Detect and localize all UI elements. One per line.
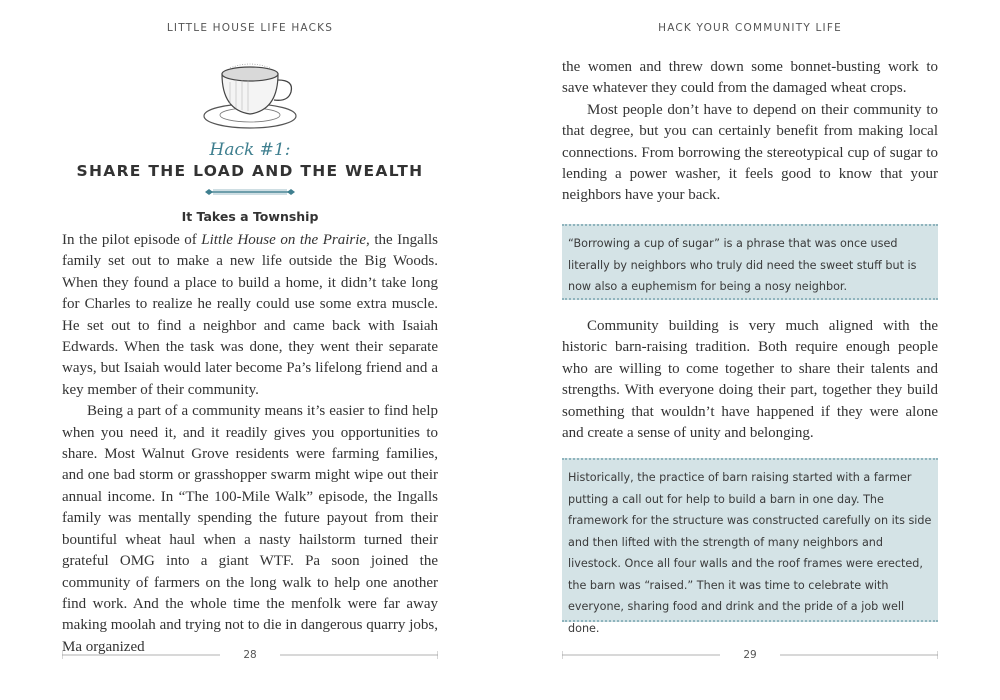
running-head-right: HACK YOUR COMMUNITY LIFE [658, 22, 842, 34]
running-head-left: LITTLE HOUSE LIFE HACKS [166, 22, 334, 34]
page-number-right: 29 [743, 649, 757, 661]
paragraph: Most people don’t have to depend on their community to that degree, but you can certainly benefit from making local connections. From borrowing the stereotypical cup of sugar to lending a power washer, it feels good to know that your neighbors have your back. [562, 101, 938, 204]
section-subhead: It Takes a Township [181, 209, 319, 224]
hack-number: Hack #1: [209, 140, 291, 160]
text-run: , the Ingalls family set out to make a new life outside the Big Woods. When they found a place to build a home, it didn’t take long for Charles to realize he really could use some extra muscle. He set out to find a neighbor and came back with Isaiah Edwards. When the task was done, they went their separate ways, but Isaiah would later become Pa’s lifelong friend and a key member of their community. [62, 232, 439, 398]
sidebar-box: Historically, the practice of barn raising started with a farmer putting a call out for help to build a barn in one day. The framework for the structure was constructed carefully on its side and then lifted with the strength of many neighbors and livestock. Once all four walls and the roof frames were erected, the barn was “raised.” Then it was time to celebrate with everyone, sharing food and drink and the pride of a job well done. [562, 458, 938, 622]
hack-title: SHARE THE LOAD AND THE WEALTH [76, 162, 424, 180]
decorative-rule-icon [205, 188, 295, 196]
show-title: Little House on the Prairie [201, 232, 367, 248]
right-body-text-top [562, 57, 938, 207]
paragraph: Being a part of a community means it’s easier to find help when you need it, and it readily gives you opportunities to share. Most Walnut Grove residents were farming families, and one bad storm or grasshopper swarm might wipe out their annual income. In “The 100-Mile Walk” episode, the Ingalls family was mentally spending the future payout from their bountiful wheat haul when a nasty hailstorm turned their grateful OMG into a giant WTF. Pa soon joined the community of farmers on the long walk to help one another find work. And the whole time the menfolk were far away making moolah and trying not to die in dangerous quarry jobs, Ma organized [62, 403, 438, 655]
paragraph [62, 230, 438, 401]
teacup-saucer-icon [200, 58, 300, 132]
page-number-left: 28 [243, 649, 257, 661]
left-body-text [62, 230, 438, 658]
paragraph: Community building is very much aligned with the historic barn-raising tradition. Both require enough people who are willing to come together to share their talents and strengths. With everyone doing their part, together they build something that wouldn’t have happened if they were alone and create a sense of unity and belonging. [562, 318, 938, 442]
right-body-text-mid [562, 316, 938, 444]
sidebar-box: “Borrowing a cup of sugar” is a phrase that was once used literally by neighbors who truly did need the sweet stuff but is now also a euphemism for being a nosy neighbor. [562, 224, 938, 300]
text-run: In the pilot episode of [62, 232, 202, 248]
paragraph: the women and threw down some bonnet-busting work to save whatever they could from the damaged wheat crops. [562, 59, 938, 97]
